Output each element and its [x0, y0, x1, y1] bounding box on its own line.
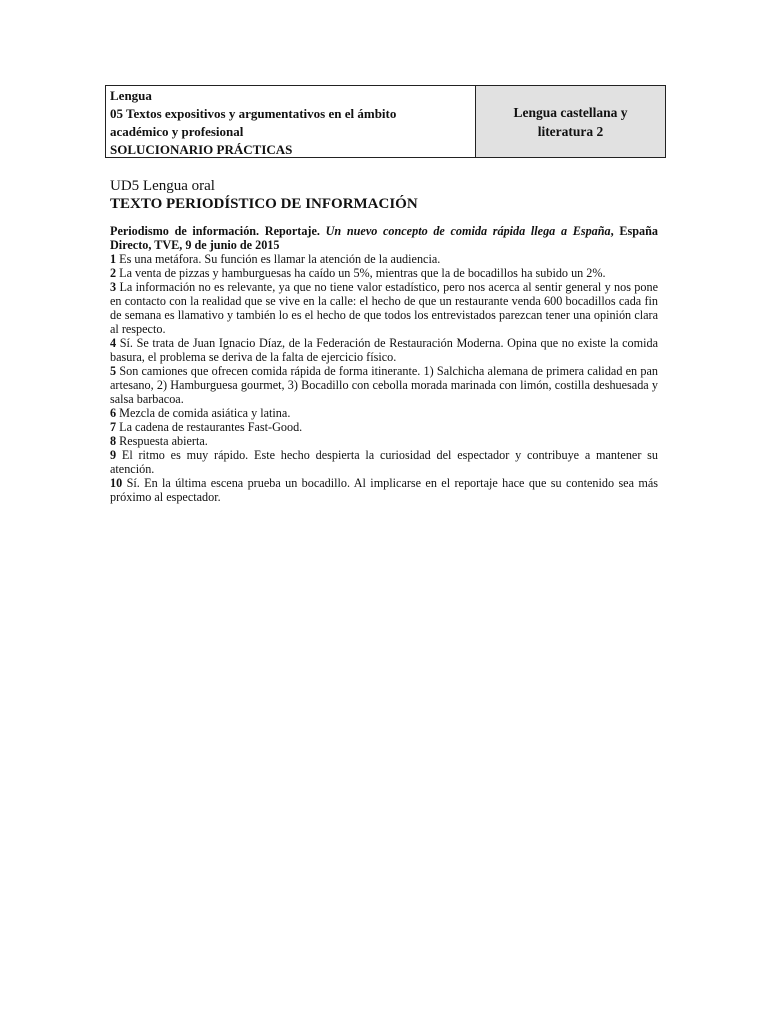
header-table: [105, 85, 666, 158]
answer-text: La venta de pizzas y hamburguesas ha caído un 5%, mientras que la de bocadillos ha subido un 2%.: [119, 266, 606, 280]
answer-text: Sí. Se trata de Juan Ignacio Díaz, de la Federación de Restauración Moderna. Opina que no existe la comida basura, el problema se deriva de la falta de ejercicio físico.: [110, 336, 658, 364]
answer-text: La cadena de restaurantes Fast-Good.: [119, 420, 303, 434]
answer-text: Es una metáfora. Su función es llamar la atención de la audiencia.: [119, 252, 441, 266]
answer-number: 4: [110, 336, 117, 350]
header-subject: Lengua: [110, 88, 152, 103]
answer-item: [110, 252, 658, 266]
answer-text: La información no es relevante, ya que no tiene valor estadístico, pero nos acerca al sentir general y nos pone en contacto con la realidad que se vive en la calle: el hecho de que un restaurante venda 600 bocadillos cada fin de semana es llamativo y también lo es el hecho de que todos los entrevistados parezcan tener una opinión clara al respecto.: [110, 280, 658, 336]
answer-item: [110, 434, 658, 448]
answer-number: 9: [110, 448, 117, 462]
answer-item: [110, 448, 658, 476]
answer-number: 3: [110, 280, 117, 294]
answer-item: [110, 280, 658, 336]
answer-number: 10: [110, 476, 123, 490]
intro-suffix: , España Directo, TVE, 9 de junio de 2015: [110, 224, 658, 252]
answer-item: [110, 336, 658, 364]
answer-number: 5: [110, 364, 117, 378]
answer-item: [110, 266, 658, 280]
answer-number: 6: [110, 406, 117, 420]
answer-text: El ritmo es muy rápido. Este hecho despierta la curiosidad del espectador y contribuye a mantener su atención.: [110, 448, 658, 476]
header-unit-line-1: 05 Textos expositivos y argumentativos en el ámbito: [110, 106, 397, 121]
header-course-line-1: Lengua castellana y: [513, 104, 628, 120]
answer-number: 2: [110, 266, 117, 280]
answer-item: [110, 364, 658, 406]
answer-text: Respuesta abierta.: [119, 434, 208, 448]
header-doc-type: SOLUCIONARIO PRÁCTICAS: [110, 142, 293, 157]
unit-title: UD5 Lengua oral: [110, 178, 215, 194]
answer-number: 7: [110, 420, 117, 434]
answer-text: Sí. En la última escena prueba un bocadillo. Al implicarse en el reportaje hace que su contenido sea más próximo al espectador.: [110, 476, 659, 504]
answer-item: [110, 420, 658, 434]
answer-item: [110, 406, 658, 420]
header-unit-cell: [106, 86, 476, 157]
intro-report-title: Un nuevo concepto de comida rápida llega a España: [325, 224, 611, 238]
answers-body: [110, 224, 658, 504]
header-course-cell: [476, 86, 665, 157]
header-unit-line-2: académico y profesional: [110, 124, 244, 139]
answer-text: Mezcla de comida asiática y latina.: [119, 406, 291, 420]
section-heading: [110, 177, 660, 213]
header-course-line-2: literatura 2: [537, 123, 604, 139]
section-subtitle: TEXTO PERIODÍSTICO DE INFORMACIÓN: [110, 196, 418, 212]
answer-item: [110, 476, 658, 504]
intro-line: [110, 224, 658, 252]
answer-text: Son camiones que ofrecen comida rápida de forma itinerante. 1) Salchicha alemana de primera calidad en pan artesano, 2) Hamburguesa gourmet, 3) Bocadillo con cebolla morada marinada con limón, costilla deshuesada y salsa barbacoa.: [110, 364, 658, 406]
answer-number: 1: [110, 252, 117, 266]
intro-prefix: Periodismo de información. Reportaje.: [110, 224, 320, 238]
answer-number: 8: [110, 434, 117, 448]
